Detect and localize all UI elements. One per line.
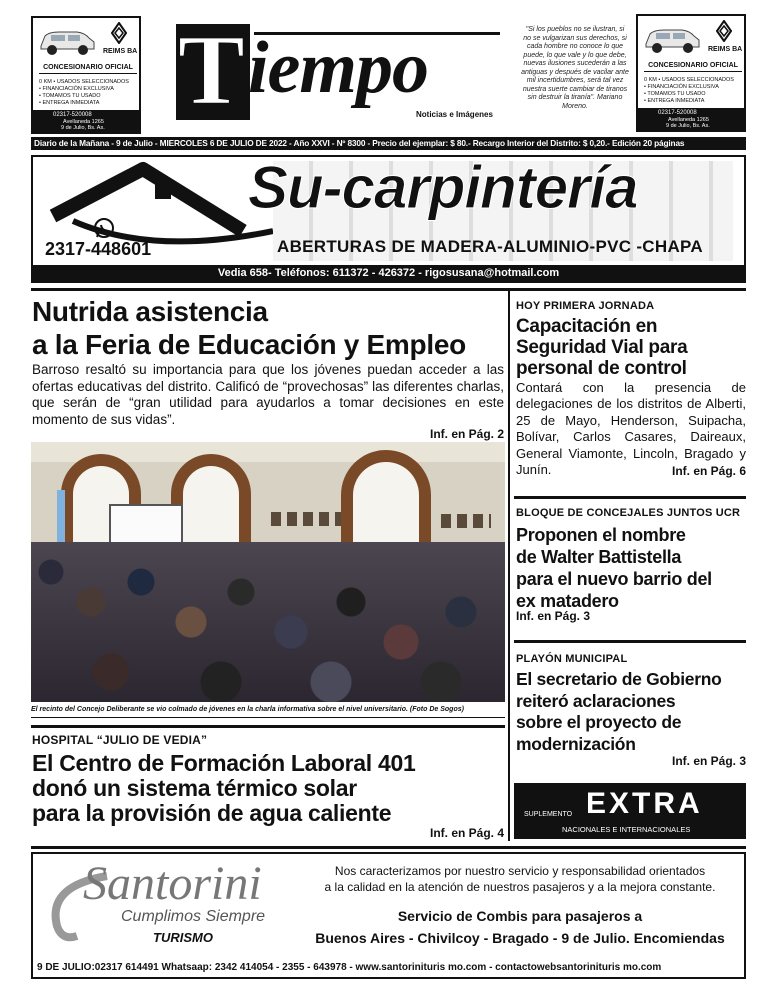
santorini-type: TURISMO <box>153 930 213 945</box>
side3-page-ref[interactable]: Inf. en Pág. 3 <box>671 754 746 768</box>
santorini-text-2: a la calidad en la atención de nuestros pasajeros y a la mejora constante. <box>324 880 716 894</box>
dealer-label: CONCESIONARIO OFICIAL <box>644 62 742 72</box>
dealer-city: 9 de Julio, Bs. As. <box>61 125 105 131</box>
renault-logo-icon <box>111 22 127 44</box>
side3-headline-line: reiteró aclaraciones <box>516 690 676 711</box>
sidebar-rule <box>514 640 746 643</box>
logo-initial: T <box>178 14 245 125</box>
dealer-bullet: • FINANCIACIÓN EXCLUSIVA <box>644 84 719 90</box>
story2-kicker: HOSPITAL “JULIO DE VEDIA” <box>32 733 208 747</box>
masthead-logo[interactable] <box>176 14 506 125</box>
renault-logo-icon <box>716 20 732 42</box>
side2-page-ref[interactable]: Inf. en Pág. 3 <box>516 609 591 623</box>
dealer-bullet: • ENTREGA INMEDIATA <box>644 98 705 104</box>
side2-headline-line: Proponen el nombre <box>516 525 686 545</box>
side1-kicker: HOY PRIMERA JORNADA <box>516 300 655 312</box>
side3-headline[interactable] <box>516 669 721 755</box>
whatsapp-icon <box>93 217 115 239</box>
photo-audience <box>31 542 505 702</box>
carpinteria-ad[interactable] <box>31 155 746 283</box>
dealer-bullet: • ENTREGA INMEDIATA <box>39 100 100 106</box>
carpinteria-contact-bar <box>33 265 746 283</box>
photo-caption: El recinto del Concejo Deliberante se vio colmado de jóvenes en la charla informativa sobre el nivel universitario. (Foto De Sogos) <box>31 706 464 713</box>
photo-frames <box>271 512 341 526</box>
section-rule <box>31 288 746 291</box>
dealer-city: 9 de Julio, Bs. As. <box>666 123 710 129</box>
lead-headline-1[interactable]: Nutrida asistencia <box>32 296 268 327</box>
car-image <box>642 22 702 56</box>
santorini-service-1: Servicio de Combis para pasajeros a <box>397 908 643 924</box>
carpinteria-phone: 2317-448601 <box>45 239 152 259</box>
dealer-contact <box>638 108 744 130</box>
masthead-quote: "Si los pueblos no se ilustran, si no se vulgarizan sus derechos, si cada hombre no conoce lo que puede, lo que vale y lo que debe, nuevas ilusiones sucederán a las antiguas y después de vacilar ante mil incertidumbres, será tal vez nuestra suerte cambiar de tiranos sin destruir la tiranía". Mariano Moreno. <box>521 26 629 110</box>
dealer-phone: 02317-520008 <box>658 110 697 116</box>
dateline: Diario de la Mañana - 9 de Julio - MIERCOLES 6 DE JULIO DE 2022 - Año XXVI - Nº 8300 - Precio del ejemplar: $ 80.- Recargo Interior del Distrito: $ 0,20.- Edición 20 páginas <box>34 138 685 148</box>
carpinteria-contact: Vedia 658- Teléfonos: 611372 - 426372 - rigosusana@hotmail.com <box>217 267 560 279</box>
house-roof-icon <box>43 161 273 251</box>
extra-pre: SUPLEMENTO <box>524 811 573 818</box>
column-divider <box>508 291 510 841</box>
side2-headline-line: ex matadero <box>516 591 619 611</box>
side1-headline-line: personal de control <box>516 358 687 379</box>
dealer-address: Avellaneda 1265 <box>668 117 709 123</box>
dealer-ad-right[interactable] <box>636 14 746 132</box>
story2-headline-1[interactable]: El Centro de Formación Laboral 401 <box>32 750 416 776</box>
santorini-text-1: Nos caracterizamos por nuestro servicio y responsabilidad orientados <box>334 864 706 878</box>
santorini-ad[interactable] <box>31 852 746 979</box>
side1-headline-line: Seguridad Vial para <box>516 337 688 358</box>
sidebar-rule <box>514 496 746 499</box>
story2-page-ref[interactable]: Inf. en Pág. 4 <box>429 826 504 840</box>
dateline-bar <box>31 137 746 150</box>
section-rule <box>31 725 505 728</box>
santorini-service-2: Buenos Aires - Chivilcoy - Bragado - 9 de Julio. Encomiendas <box>315 930 725 946</box>
dealer-contact <box>33 110 139 132</box>
car-image <box>37 24 97 58</box>
dealer-bullet: • TOMAMOS TU USADO <box>39 93 101 99</box>
extra-supplement[interactable] <box>514 783 746 839</box>
santorini-tagline: Cumplimos Siempre <box>121 908 266 925</box>
carpinteria-name: Su-carpintería <box>248 155 638 221</box>
dealer-bullet: • FINANCIACIÓN EXCLUSIVA <box>39 86 114 92</box>
lead-photo[interactable] <box>31 442 505 702</box>
caption-rule <box>31 717 505 718</box>
santorini-brand: Santorini <box>83 857 262 910</box>
carpinteria-services: ABERTURAS DE MADERA-ALUMINIO-PVC -CHAPA <box>277 237 703 256</box>
story2-headline-2[interactable]: donó un sistema térmico solar <box>32 775 357 801</box>
lead-page-ref[interactable]: Inf. en Pág. 2 <box>429 427 504 441</box>
dealer-brand: REIMS BA <box>103 48 138 55</box>
dealer-brand: REIMS BA <box>708 46 743 53</box>
side3-headline-line: El secretario de Gobierno <box>516 669 722 689</box>
santorini-footer: 9 DE JULIO:02317 614491 Whatsaap: 2342 414054 - 2355 - 643978 - www.santorinituris mo.com - contactowebsantorinituris mo.com <box>37 962 662 973</box>
lead-headline-2[interactable]: a la Feria de Educación y Empleo <box>32 329 466 360</box>
dealer-phone: 02317-520008 <box>53 112 92 118</box>
extra-sub: NACIONALES E INTERNACIONALES <box>562 825 691 834</box>
side2-headline[interactable] <box>516 524 712 612</box>
dealer-bullet: 0 KM • USADOS SELECCIONADOS <box>39 79 129 85</box>
logo-subtitle: Noticias e Imágenes <box>416 110 493 119</box>
side3-headline-line: modernización <box>516 733 636 754</box>
dealer-bullet: • TOMAMOS TU USADO <box>644 91 706 97</box>
dealer-bullet: 0 KM • USADOS SELECCIONADOS <box>644 77 734 83</box>
side2-headline-line: de Walter Battistella <box>516 547 682 567</box>
logo-text: iempo <box>248 27 428 109</box>
side1-body: Contará con la presencia de delegaciones de los distritos de Alberti, 25 de Mayo, Henderson, Suipacha, Bolívar, Carlos Casares, Daireaux, General Viamonte, Lincoln, Bragado y Junín. <box>516 380 746 478</box>
section-rule <box>31 846 746 849</box>
lead-body: Barroso resaltó su importancia para que los jóvenes puedan acceder a las ofertas educativas del distrito. Calificó de “provechosas” las diferentes charlas, que serán de “gran utilidad para ayudarlos a tomar decisiones en este momento de sus vidas”. <box>32 362 504 427</box>
side3-headline-line: sobre el proyecto de <box>516 712 682 732</box>
dealer-ad-left[interactable] <box>31 16 141 134</box>
side1-headline-line: Capacitación en <box>516 316 658 337</box>
story2-headline-3[interactable]: para la provisión de agua caliente <box>32 800 392 826</box>
side2-headline-line: para el nuevo barrio del <box>516 569 712 589</box>
side1-page-ref[interactable]: Inf. en Pág. 6 <box>671 464 746 478</box>
photo-frames <box>441 514 491 528</box>
side1-headline[interactable] <box>516 316 687 379</box>
extra-title: EXTRA <box>586 787 703 820</box>
dealer-address: Avellaneda 1265 <box>63 119 104 125</box>
dealer-label: CONCESIONARIO OFICIAL <box>39 64 137 74</box>
side2-kicker: BLOQUE DE CONCEJALES JUNTOS UCR <box>516 507 741 519</box>
side3-kicker: PLAYÓN MUNICIPAL <box>516 653 628 665</box>
